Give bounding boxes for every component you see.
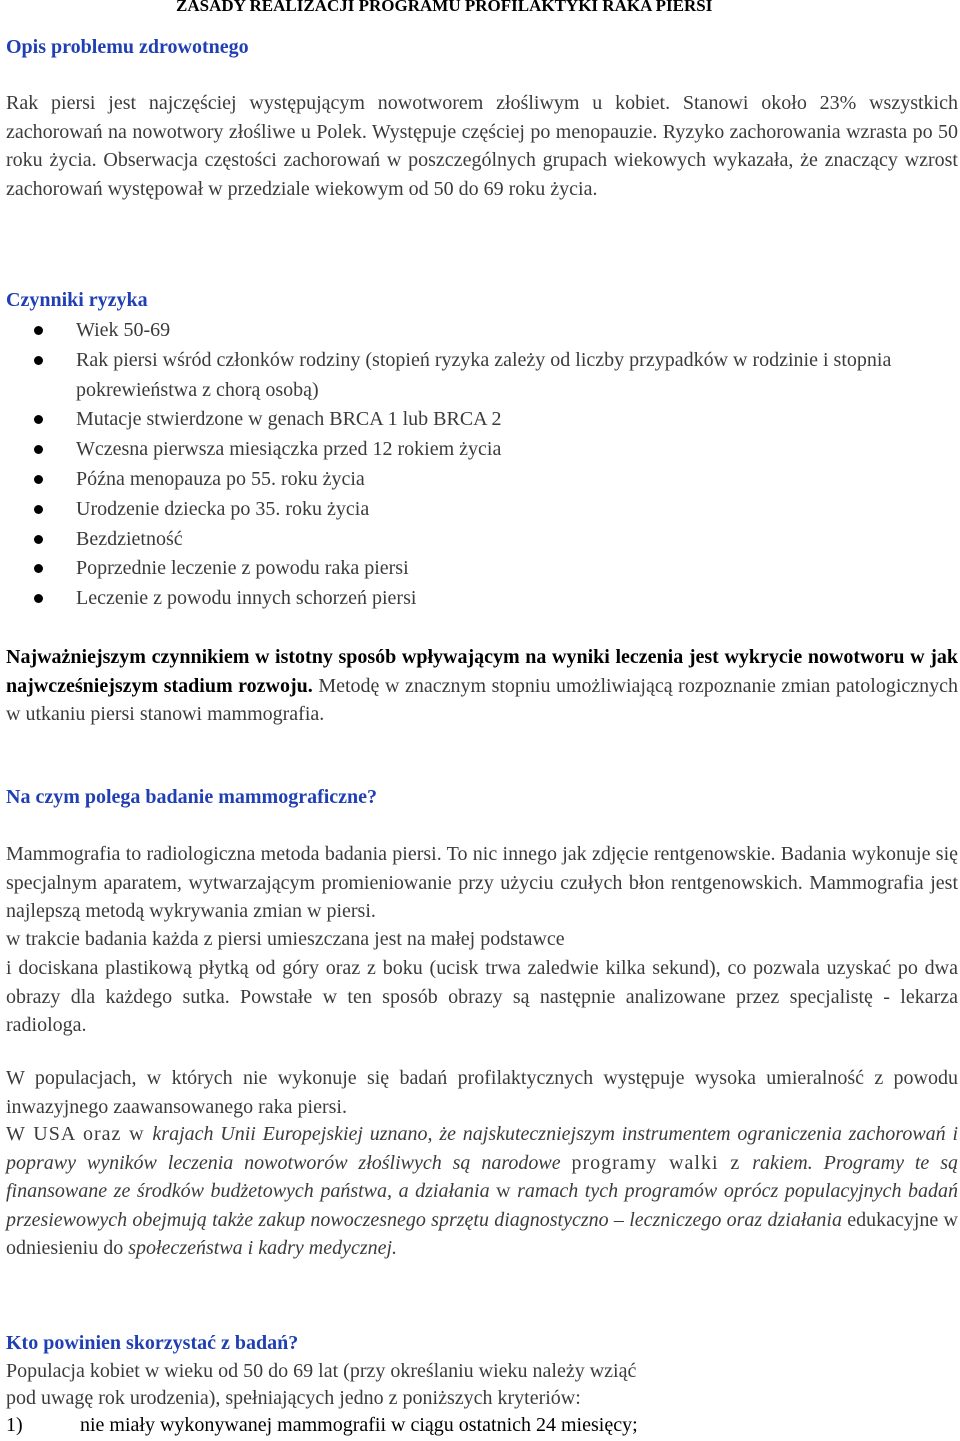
bullet-icon bbox=[34, 475, 43, 484]
list-item: Poprzednie leczenie z powodu raka piersi bbox=[32, 554, 952, 584]
bullet-icon bbox=[34, 326, 43, 335]
criteria-number: 1) bbox=[6, 1414, 23, 1436]
population-paragraph: W populacjach, w których nie wykonuje się badań profilaktycznych występuje wysoka umieralność z powodu inwazyjnego zaawansowanego raka piersi. bbox=[6, 1067, 958, 1118]
mammography-line-3: i dociskana plastikową płytką od góry oraz z boku (ucisk trwa zaledwie kilka sekund), co pozwala uzyskać po dwa obrazy dla każdego sutka. Powstałe w ten sposób obrazy są następnie analizowane przez specjalistę - lekarza radiologa. bbox=[6, 957, 958, 1037]
bullet-icon bbox=[34, 594, 43, 603]
list-item: Urodzenie dziecka po 35. roku życia bbox=[32, 495, 952, 525]
key-factor-bold: Najważniejszym czynnikiem w istotny sposób wpływającym na wyniki leczenia jest wykrycie nowotworu w jak najwcześniejszym stadium rozwoju. bbox=[6, 646, 958, 697]
criteria-text: nie miały wykonywanej mammografii w ciągu ostatnich 24 miesięcy; bbox=[80, 1414, 638, 1436]
key-factor-paragraph bbox=[6, 643, 958, 729]
criteria-item bbox=[6, 1410, 958, 1440]
who-line-1: Populacja kobiet w wieku od 50 do 69 lat (przy określaniu wieku należy wziąć bbox=[6, 1360, 637, 1382]
list-item: Mutacje stwierdzone w genach BRCA 1 lub BRCA 2 bbox=[32, 405, 952, 435]
usa-paragraph: W USA oraz w krajach Unii Europejskiej uznano, że najskuteczniejszym instrumentem ograniczenia zachorowań i poprawy wyników leczenia nowotworów złośliwych są narodowe programy walki z rakiem. Programy te są finansowane ze środków budżetowych państwa, a działania w ramach tych programów oprócz populacyjnych badań przesiewowych obejmują także zakup nowoczesnego sprzętu diagnostyczno – leczniczego oraz działania edukacyjne w odniesieniu do społeczeństwa i kadry medycznej. bbox=[6, 1123, 959, 1260]
bullet-icon bbox=[34, 415, 43, 424]
mammography-line-2: w trakcie badania każda z piersi umieszczana jest na małej podstawce bbox=[6, 928, 565, 950]
risk-factor-list bbox=[32, 316, 952, 614]
section-title-who: Kto powinien skorzystać z badań? bbox=[6, 1332, 299, 1354]
who-line-2: pod uwagę rok urodzenia), spełniających jedno z poniższych kryteriów: bbox=[6, 1387, 581, 1409]
key-factor-normal: Metodę w znacznym stopniu umożliwiającą rozpoznanie zmian patologicznych w utkaniu piersi stanowi mammografia. bbox=[6, 674, 959, 726]
list-item: Bezdzietność bbox=[32, 525, 952, 555]
list-item: Leczenie z powodu innych schorzeń piersi bbox=[32, 584, 952, 614]
document-header: ZASADY REALIZACJI PROGRAMU PROFILAKTYKI RAKA PIERSI bbox=[176, 0, 713, 15]
section-title-problem: Opis problemu zdrowotnego bbox=[6, 36, 249, 58]
section-title-mammography: Na czym polega badanie mammograficzne? bbox=[6, 786, 378, 808]
bullet-icon bbox=[34, 535, 43, 544]
bullet-icon bbox=[34, 356, 43, 365]
problem-paragraph: Rak piersi jest najczęściej występującym nowotworem złośliwym u kobiet. Stanowi około 23% wszystkich zachorowań na nowotwory złośliwe u Polek. Występuje częściej po menopauzie. Ryzyko zachorowania wzrasta po 50 roku życia. Obserwacja częstości zachorowań w poszczególnych grupach wiekowych wykazała, że znaczący wzrost zachorowań występował w przedziale wiekowym od 50 do 69 roku życia. bbox=[6, 92, 958, 200]
bullet-icon bbox=[34, 564, 43, 573]
mammography-paragraph: Mammografia to radiologiczna metoda badania piersi. To nic innego jak zdjęcie rentgenowskie. Badania wykonuje się specjalnym aparatem, wytwarzającym promieniowanie przy użyciu czułych błon rentgenowskich. Mammografia jest najlepszą metodą wykrywania zmian w piersi. bbox=[6, 843, 958, 923]
section-title-risk-factors: Czynniki ryzyka bbox=[6, 289, 148, 311]
list-item: Rak piersi wśród członków rodziny (stopień ryzyka zależy od liczby przypadków w rodzinie i stopnia pokrewieństwa z chorą osobą) bbox=[32, 346, 952, 406]
list-item: Wiek 50-69 bbox=[32, 316, 952, 346]
bullet-icon bbox=[34, 445, 43, 454]
list-item: Wczesna pierwsza miesiączka przed 12 rokiem życia bbox=[32, 435, 952, 465]
list-item: Późna menopauza po 55. roku życia bbox=[32, 465, 952, 495]
bullet-icon bbox=[34, 505, 43, 514]
